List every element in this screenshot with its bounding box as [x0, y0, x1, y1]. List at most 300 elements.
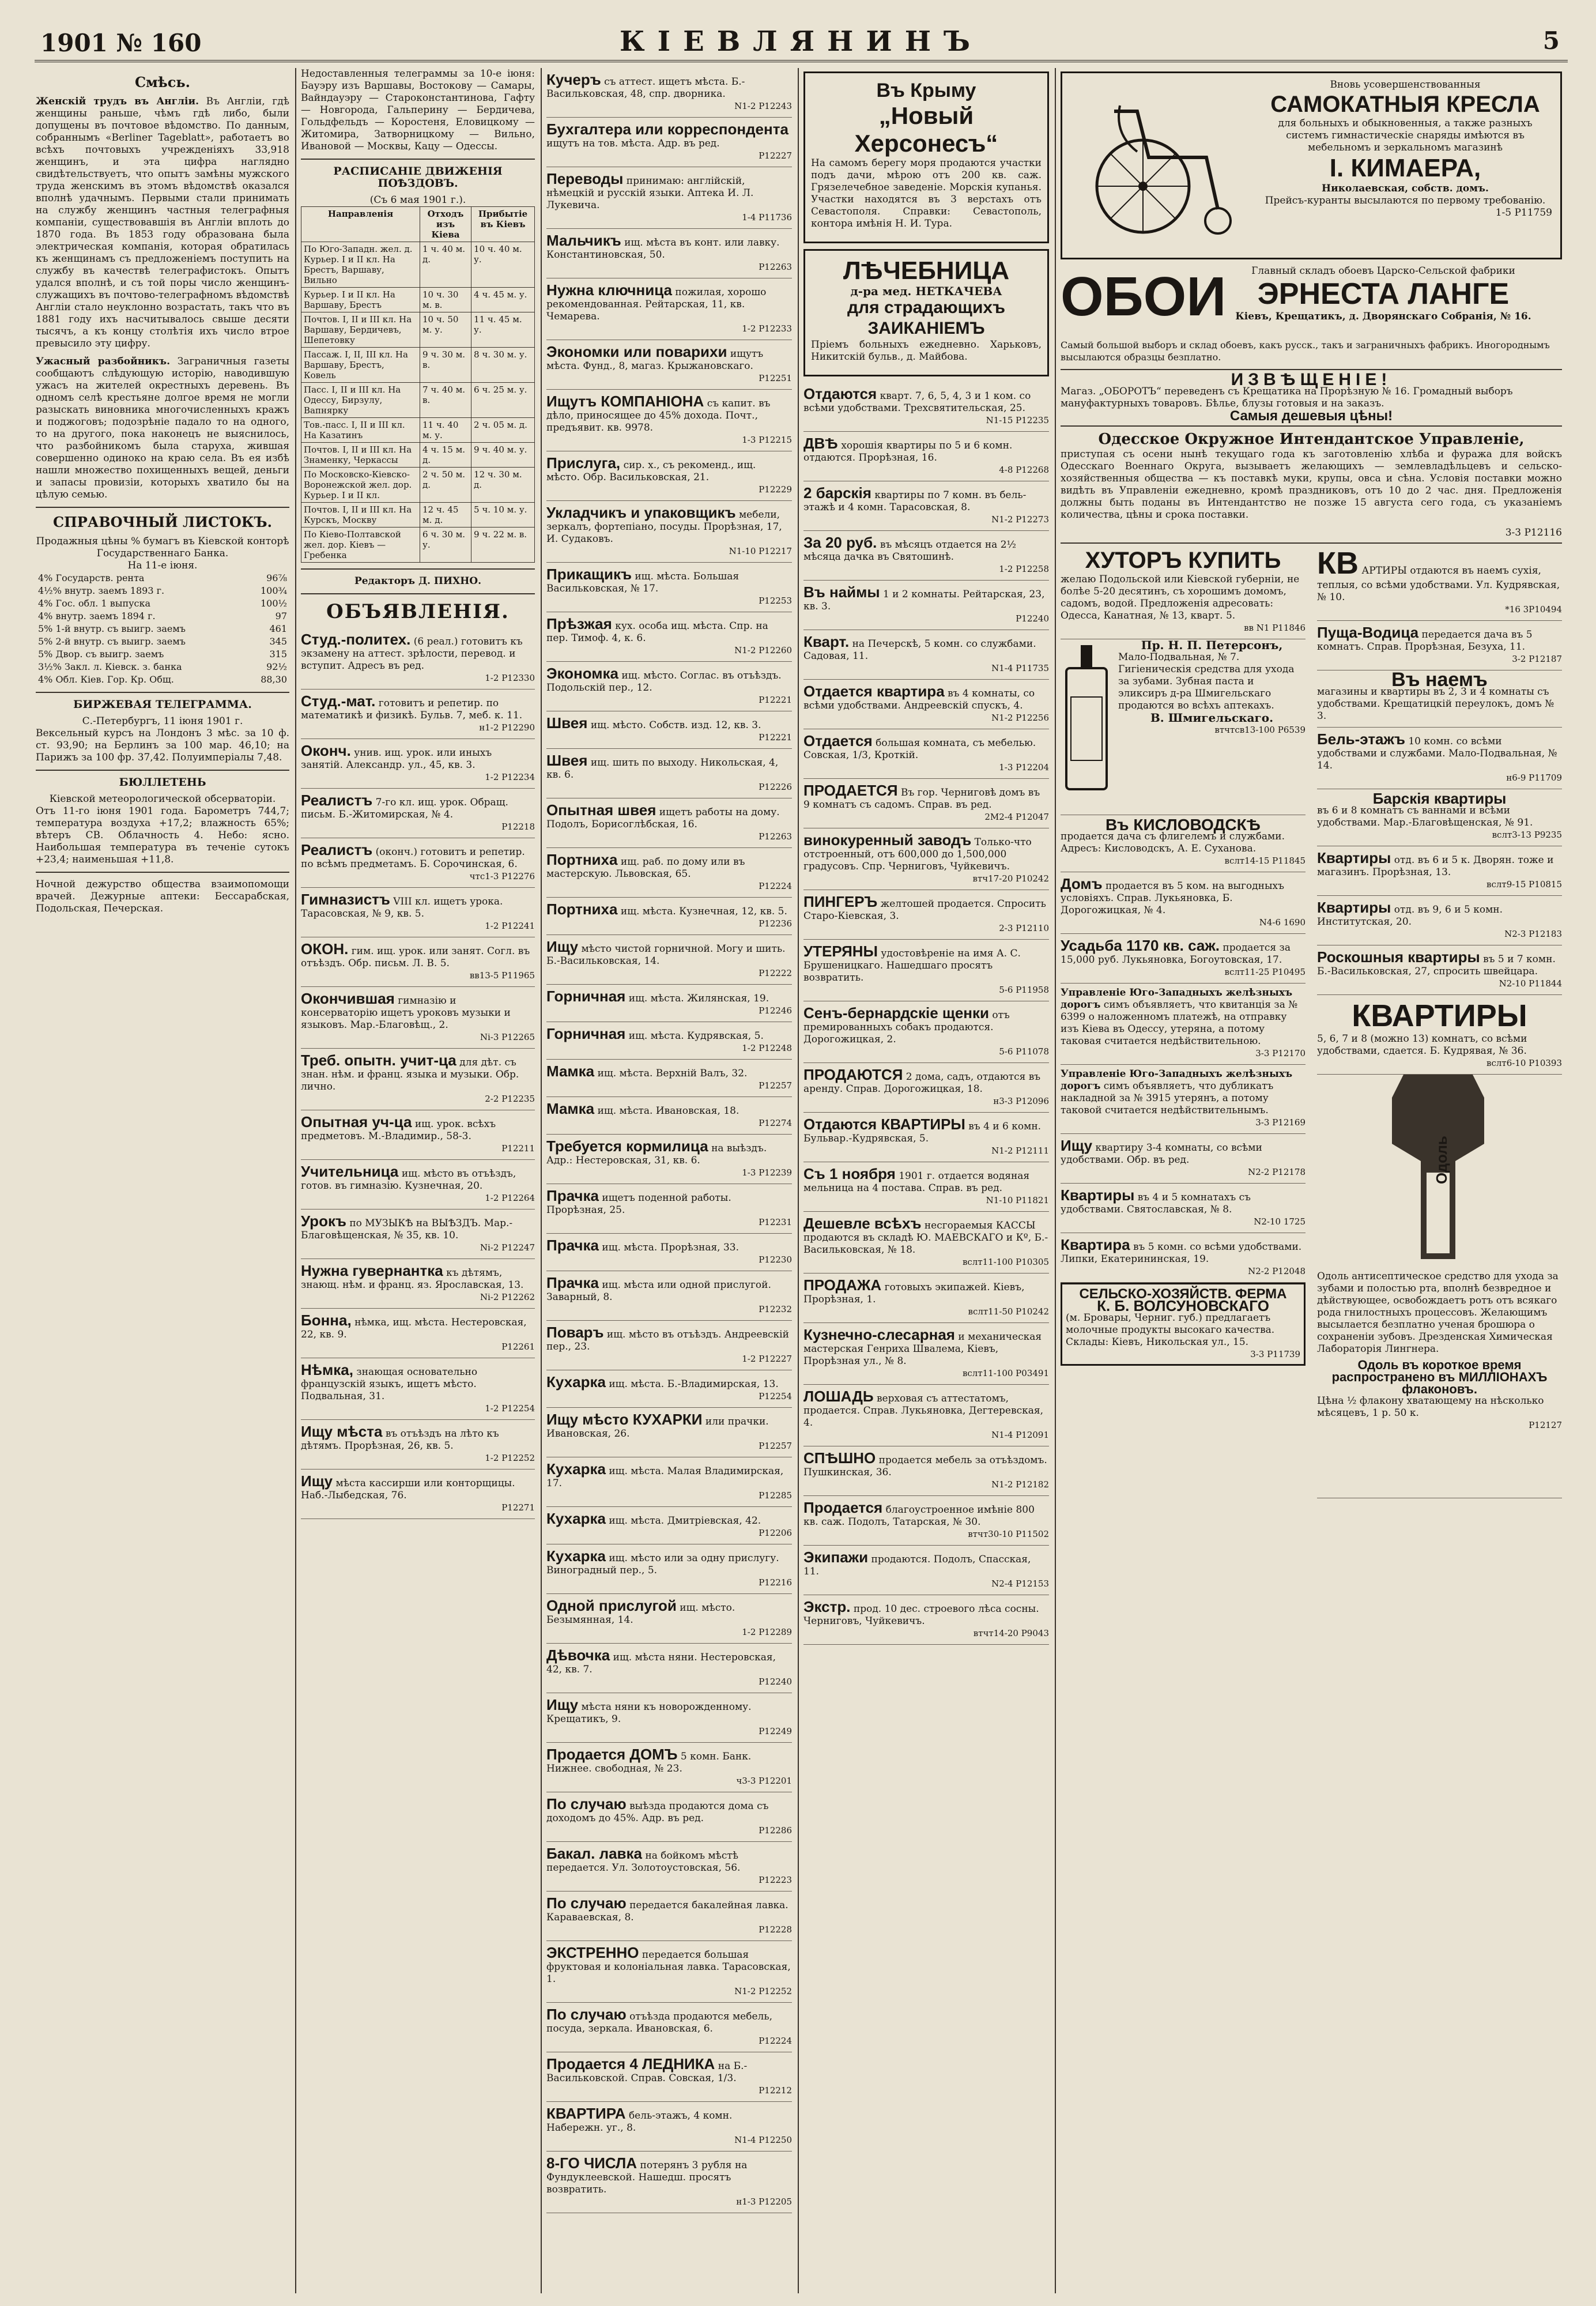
ad-code: Р12246 [759, 1005, 792, 1016]
ads-list [1317, 846, 1562, 995]
telegram-notice: Недоставленныя телеграммы за 10-е іюня: Бауэру изъ Варшавы, Востокову — Самары, Вайндауэру — Староконстантинова, Гафту — Новгорода, Гальперину — Бердичева, Гольдфельдъ — Коростеня, Еловицкому — Житомира, Затворницкому — Вильно, Ивановой — Москвы, Кацу — Одессы. [301, 68, 535, 152]
ad-text: VIII кл. ищетъ урока. Тарасовская, № 9, кв. 5. [301, 896, 503, 920]
classified-ad [301, 1358, 535, 1420]
ad-text: ищ. мѣста. Ивановская, 18. [597, 1105, 739, 1117]
schedule-arr: 8 ч. 30 м. у. [471, 348, 535, 383]
ad-text: въ отъѣздъ на лѣто къ дѣтямъ. Прорѣзная, 26, кв. 5. [301, 1428, 499, 1452]
schedule-header: Прибытіе въ Кіевъ [471, 207, 535, 242]
rate-row [36, 635, 289, 648]
ad-code: Р12253 [759, 596, 792, 606]
ad-keyword: Ищу [546, 938, 579, 955]
ad-code: N1-10 Р11821 [986, 1195, 1049, 1205]
schedule-row [301, 443, 535, 468]
ad-code: N1-2 Р12260 [734, 645, 792, 655]
ad-keyword: Портниха [546, 851, 618, 868]
ad-code: Р12236 [759, 918, 792, 929]
schedule-dep: 10 ч. 50 м. у. [420, 312, 471, 348]
ad-text: верховая съ аттестатомъ, продается. Справ. Лукьяновка, Дегтеревская, 4. [803, 1393, 1043, 1429]
classified-ad [803, 828, 1049, 890]
ad-code: Р12263 [759, 262, 792, 272]
classified-ad [546, 1135, 792, 1184]
section-title: Смѣсь. [134, 74, 191, 91]
classified-ad [546, 1693, 792, 1743]
reference-subtitle: Продажныя цѣны % бумагъ въ Кіевской конторѣ Государственнаго Банка. [36, 536, 289, 559]
ad-code: N1-15 Р12235 [986, 415, 1049, 425]
schedule-title: РАСПИСАНІЕ ДВИЖЕНІЯ ПОѢЗДОВЪ. [333, 165, 503, 190]
ad-code: Nі-2 Р12247 [480, 1242, 535, 1253]
classified-ad [546, 278, 792, 340]
ad-text: на Б.-Васильковской. Справ. Совская, 1/3. [546, 2060, 748, 2084]
ad-text: мѣсто чистой горничной. Могу и шить. Б.-Васильковская, 14. [546, 943, 786, 967]
ad-keyword: Съ 1 ноября [803, 1165, 896, 1182]
ad-keyword: Продается 4 ЛЕДНИКА [546, 2055, 715, 2073]
ad-text: потерянъ 3 рубля на Фундуклеевской. Нашедш. просятъ возвратить. [546, 2160, 748, 2195]
schedule-row [301, 383, 535, 418]
ad-keyword: ПРОДАЖА [803, 1276, 882, 1294]
ad-code: N1-2 Р12111 [991, 1146, 1049, 1156]
ad-code: N1-4 Р12091 [991, 1430, 1049, 1440]
ad-keyword: Реалистъ [301, 841, 373, 858]
ad-keyword: Кухарка [546, 1547, 606, 1565]
ad-keyword: Студ.-мат. [301, 692, 376, 710]
schedule-dep: 9 ч. 30 м. в. [420, 348, 471, 383]
ad-text: въ 5 и 7 комн. Б.-Васильковская, 27, спросить швейцара. [1317, 954, 1556, 977]
classified-ad [546, 1271, 792, 1321]
exchange-date: С.-Петербургъ, 11 іюня 1901 г. [82, 715, 243, 727]
wallpaper-ad: ОБОИ Главный складъ обоевъ Царско-Сельской фабрики ЭРНЕСТА ЛАНГЕ Кіевъ, Крещатикъ, д. Дворянскаго Собранія, № 16. Самый большой выборъ и склад обоевъ, какъ русск., такъ и заграничныхъ фабрикъ. Иногороднымъ высылаются образцы безплатно. [1061, 265, 1562, 370]
ad-keyword: ДВѢ [803, 435, 838, 452]
big-apartments-ad: КВАРТИРЫ 5, 6, 7 и 8 (можно 13) комнатъ, со всѣми удобствами, сдается. Б. Кудрявая, № 36. вслт6-10 Р10393 [1317, 995, 1562, 1075]
house-ad: Домъ продается въ 5 ком. на выгодныхъ условіяхъ. Справ. Лукьяновка, Б. Дорогожицкая, № 4. N4-6 1690 [1061, 872, 1306, 934]
classified-ad [803, 1385, 1049, 1446]
ad-text: въ 4 и 6 комн. Бульвар.-Кудрявская, 5. [803, 1121, 1042, 1144]
classified-ad [546, 898, 792, 935]
schedule-dep: 2 ч. 50 м. д. [420, 468, 471, 503]
ad-keyword: Укладчикъ и упаковщикъ [546, 504, 736, 521]
classified-ad [546, 229, 792, 278]
classified-ad [301, 1309, 535, 1358]
ad-keyword: Кухарка [546, 1373, 606, 1391]
schedule-row [301, 312, 535, 348]
ad-keyword: Бонна, [301, 1312, 352, 1329]
classified-ad [1317, 896, 1562, 945]
article: Женскій трудъ въ Англіи. Въ Англіи, гдѣ женщины раньше, чѣмъ гдѣ либо, были допущены въ почтовое вѣдомство. По данным, собраннымъ «Berliner Tageblatt», работаетъ во всѣхъ почтовыхъ учрежденіяхъ 33,918 женщинъ, и эта цифра наглядно свидѣтельствуетъ, что опытъ замѣны мужского труда женскимъ въ этомъ вѣдомствѣ оказался вполнѣ удачнымъ. Первыми стали принимать на службу женщинъ частныя телеграфныя компаніи, существовавшія въ Англіи вплоть до 1870 года. Въ 1853 году образована была электрическая компанія, которая обратилась къ женщинамъ съ предложеніемъ поступить на службу въ качествѣ телеграфистокъ. Опытъ удался вполнѣ, и съ той поры число женщинъ-служащихъ въ почтово-телеграфномъ вѣдомствѣ Англіи стало неуклонно возрастать, такъ что въ 1881 году ихъ насчитывалось свыше десяти тысячъ, а къ концу столѣтія ихъ число втрое превысило эту цифру. [36, 96, 289, 349]
ad-keyword: Отдаются КВАРТИРЫ [803, 1116, 965, 1133]
ad-text: сир. х., съ рекоменд., ищ. мѣсто. Обр. Васильковская, 21. [546, 459, 756, 483]
classified-ad [546, 167, 792, 229]
classified-ad [1317, 846, 1562, 896]
ad-keyword: Квартиры [1317, 899, 1391, 916]
classified-ad [546, 1408, 792, 1457]
newspaper-title: КІЕВЛЯНИНЪ [619, 25, 983, 58]
ad-text: мѣста няни къ новорожденному. Крещатикъ, 9. [546, 1701, 752, 1725]
ad-keyword: Отдается квартира [803, 683, 945, 700]
ad-code: Р12224 [759, 881, 792, 891]
ads-title: ОБЪЯВЛЕНІЯ. [326, 600, 510, 623]
ad-text: принимаю: англійскій, нѣмецкій и русскій языки. Аптека И. Л. Лукевича. [546, 175, 754, 211]
crimea-ad: Въ Крыму „Новый Херсонесъ“ На самомъ берегу моря продаются участки подъ дачи, мѣрою отъ 200 кв. саж. Грязелечебное заведеніе. Морскія купанья. Участки находятся въ 3 верстахъ отъ Севастополя. Справки: Севастополь, контора имѣнія Н. И. Тура. [803, 71, 1049, 243]
schedule-header: Отходъ изъ Кіева [420, 207, 471, 242]
classified-ad [803, 1273, 1049, 1323]
ad-keyword: ПРОДАЮТСЯ [803, 1066, 903, 1083]
schedule-arr: 4 ч. 45 м. у. [471, 288, 535, 312]
rate-value: 100¾ [260, 585, 287, 596]
ad-text: отъ премированныхъ собакъ продаются. Дорогожицкая, 2. [803, 1009, 1010, 1045]
ad-keyword: ЛОШАДЬ [803, 1388, 874, 1405]
ad-code: Р12257 [759, 1441, 792, 1451]
classified-ad [803, 581, 1049, 630]
ad-text: ищетъ поденной работы. Прорѣзная, 25. [546, 1192, 731, 1216]
dentist-ad: Пр. Н. П. Петерсонъ, Мало-Подвальная, № 7. Гигіеническія средства для ухода за зубами. Зубная паста и эликсиръ д-ра Шмигельскаго продаются во всѣхъ аптекахъ. В. Шмигельскаго. втчтсв13-100 Р6539 [1061, 639, 1306, 815]
ad-keyword: Прислуга, [546, 454, 621, 472]
ad-keyword: Экстр. [803, 1598, 851, 1615]
schedule-arr: 9 ч. 22 м. в. [471, 527, 535, 563]
ad-keyword: Прачка [546, 1274, 599, 1291]
ad-text: знающая основательно французскій языкъ, ищетъ мѣсто. Подвальная, 31. [301, 1366, 478, 1402]
ad-text: ищ. мѣста. Прорѣзная, 33. [602, 1242, 739, 1253]
column-4 [803, 68, 1049, 2293]
barskie-ad: Барскія квартиры въ 6 и 8 комнатъ съ ваннами и всѣми удобствами. Мар.-Благовѣщенская, № 91. вслт3-13 Р9235 [1317, 789, 1562, 846]
ad-code: N2-3 Р12183 [1504, 929, 1562, 939]
column-5 [1061, 68, 1562, 2293]
classified-ad [301, 789, 535, 838]
ad-text: кварт. 7, 6, 5, 4, 3 и 1 ком. со всѣми удобствами. Трехсвятительская, 25. [803, 390, 1031, 414]
ad-keyword: Отдается [803, 732, 873, 749]
ad-code: Р12228 [759, 1924, 792, 1935]
rate-value: 461 [269, 623, 287, 634]
ad-code: 1-2 Р12330 [485, 673, 535, 683]
ad-keyword: Экономка [546, 665, 618, 682]
classified-ad [803, 1162, 1049, 1212]
ad-text: квартиру 3-4 комнаты, со всѣми удобствами. Обр. въ ред. [1061, 1142, 1262, 1166]
rate-value: 92½ [266, 661, 287, 672]
ad-keyword: Роскошныя квартиры [1317, 948, 1480, 966]
ad-text: отъѣзда продаются мебель, посуда, зеркала. Ивановская, 6. [546, 2011, 772, 2034]
ad-keyword: Требуется кормилица [546, 1137, 708, 1155]
ad-keyword: Окончившая [301, 990, 395, 1007]
ad-text: прод. 10 дес. строевого лѣса сосны. Черниговъ, Чуйкевичъ. [803, 1603, 1039, 1627]
ad-keyword: Нужна гувернантка [301, 1262, 443, 1279]
ad-keyword: Ищу мѣста [301, 1423, 383, 1440]
column-2 [301, 68, 535, 2293]
ad-code: вв13-5 Р11965 [469, 970, 535, 981]
rate-value: 96⅞ [266, 572, 287, 583]
ad-code: Р12261 [501, 1342, 535, 1352]
notice-ad: ИЗВѢЩЕНІЕ! Магаз. „ОБОРОТЪ“ переведенъ съ Крещатика на Прорѣзную № 16. Громадный выборъ мануфактурныхъ товаровъ. Бѣлье, блузы готовыя и на заказъ. Самыя дешевыя цѣны! [1061, 370, 1562, 427]
ad-code: N2-10 Р11844 [1499, 978, 1562, 989]
ad-keyword: Переводы [546, 170, 624, 187]
classified-ad [546, 1370, 792, 1408]
classified-ad [546, 798, 792, 848]
notice-text: Ночной дежурство общества взаимопомощи врачей. Дежурные аптеки: Бессарабская, Подольская, Печерская. [36, 879, 289, 914]
classified-ad [301, 689, 535, 739]
rate-name: 5% Двор. съ выигр. заемъ [38, 649, 164, 660]
classified-ad [803, 1546, 1049, 1595]
classified-ad [546, 390, 792, 451]
ad-text: для дѣт. съ знан. нѣм. и франц. языка и музыки. Обр. лично. [301, 1057, 519, 1092]
ad-code: Р12286 [759, 1825, 792, 1836]
ad-code: 1-2 Р12264 [485, 1193, 535, 1203]
ad-keyword: 2 барскія [803, 484, 871, 502]
ad-keyword: Ищу [1061, 1137, 1093, 1154]
railway-notice: Управленіе Юго-Западныхъ желѣзныхъ дорогъ симъ объявляетъ, что квитанція за № 6399 о наложенномъ платежѣ, на отправку изъ Кіева въ Одессу, утеряна, а потому таковая считается недѣйствительною. 3-3 Р12170 [1061, 984, 1306, 1065]
ad-text: готовитъ и репетир. по математикѣ и физикѣ. Бульв. 7, меб. к. 11. [301, 698, 523, 721]
schedule-row [301, 418, 535, 443]
ad-keyword: Портниха [546, 900, 618, 918]
ad-text: ищ. мѣсто или за одну прислугу. Виноградный пер., 5. [546, 1553, 779, 1576]
ad-code: N1-10 Р12217 [729, 546, 792, 556]
ad-keyword: ПРОДАЕТСЯ [803, 782, 898, 799]
rate-row [36, 673, 289, 686]
ad-text: хорошія квартиры по 5 и 6 комн. отдаются. Прорѣзная, 16. [803, 440, 1013, 464]
ad-code: втч17-20 Р10242 [972, 873, 1049, 884]
classified-ad [546, 711, 792, 749]
schedule-date: (Съ 6 мая 1901 г.). [369, 194, 466, 206]
ad-text: отд. въ 6 и 5 к. Дворян. тоже и магазинъ. Прорѣзная, 13. [1317, 854, 1554, 878]
classified-ad [301, 739, 535, 789]
ad-text: ищ. мѣста. Дмитріевская, 42. [609, 1515, 761, 1527]
schedule-route: Тов.-пасс. I, II и III кл. На Казатинъ [301, 418, 420, 443]
ad-keyword: Отдаются [803, 385, 877, 402]
classified-ad [1061, 1184, 1306, 1233]
rent-ad: Въ наемъ магазины и квартиры въ 2, 3 и 4 комнаты съ удобствами. Крещатицкій переулокъ, домъ № 3. [1317, 670, 1562, 728]
ad-code: Р12211 [501, 1143, 535, 1154]
ad-keyword: Въ наймы [803, 583, 880, 601]
ad-code: N1-4 Р11735 [991, 663, 1049, 673]
ad-keyword: Бакал. лавка [546, 1845, 643, 1862]
schedule-header: Направленія [301, 207, 420, 242]
rate-row [36, 648, 289, 661]
ad-code: Р12227 [759, 150, 792, 161]
ad-code: N1-2 Р12256 [991, 713, 1049, 723]
editor-line: Редакторъ Д. ПИХНО. [354, 575, 481, 587]
ad-code: 2-3 Р12110 [999, 923, 1049, 933]
schedule-route: Почтов. I, II и III кл. На Знаменку, Черкассы [301, 443, 420, 468]
schedule-row [301, 348, 535, 383]
ad-keyword: ОКОН. [301, 940, 349, 958]
classified-ad [301, 1160, 535, 1209]
ad-text: по МУЗЫКѢ на ВЫѢЗДЪ. Мар.-Благовѣщенская, № 35, кв. 10. [301, 1218, 513, 1241]
ad-keyword: По случаю [546, 1795, 627, 1813]
ad-text: 7-го кл. ищ. урок. Обращ. письм. Б.-Житомирская, № 4. [301, 797, 508, 820]
classified-ad [301, 1420, 535, 1469]
ad-code: Р12285 [759, 1490, 792, 1501]
classified-ad [301, 838, 535, 888]
classified-ad [1317, 945, 1562, 995]
ad-keyword: Опытная швея [546, 801, 656, 819]
rate-row [36, 572, 289, 585]
ad-text: гим. ищ. урок. или занят. Согл. въ отъѣздъ. Обр. письм. Л. В. 5. [301, 945, 530, 969]
schedule-route: По Московско-Кіевско-Воронежской жел. дор. Курьер. I и II кл. [301, 468, 420, 503]
ad-text: къ дѣтямъ, знающ. нѣм. и франц. яз. Ярославская, 13. [301, 1267, 524, 1291]
classified-ad [546, 662, 792, 711]
ad-code: 1-2 Р12248 [742, 1043, 792, 1053]
ad-code: 1-2 Р12252 [485, 1453, 535, 1463]
ad-code: Р12232 [759, 1304, 792, 1314]
ad-text: въ 4 комнаты, со всѣми удобствами. Андреевскій спускъ, 4. [803, 688, 1035, 711]
classified-ad [546, 68, 792, 118]
ad-code: втчт30-10 Р11502 [968, 1529, 1049, 1539]
ad-code: 4-8 Р12268 [999, 465, 1049, 475]
classified-ad [546, 1022, 792, 1060]
ad-code: Р12224 [759, 2036, 792, 2046]
ad-keyword: Урокъ [301, 1212, 346, 1230]
rate-row [36, 610, 289, 623]
ad-keyword: Квартира [1061, 1236, 1130, 1253]
ad-code: N2-2 Р12178 [1248, 1167, 1306, 1177]
schedule-row [301, 242, 535, 288]
ad-keyword: Прачка [546, 1187, 599, 1204]
rate-name: 4% Государств. рента [38, 572, 145, 583]
rate-value: 97 [275, 611, 287, 621]
ad-text: ищ. мѣсто въ отъѣздъ. Андреевскій пер., 23. [546, 1329, 789, 1352]
ad-text: выѣзда продаются дома съ доходомъ до 45%. Адр. въ ред. [546, 1800, 769, 1824]
ad-text: ищ. мѣста. Кудрявская, 5. [628, 1030, 764, 1042]
exchange-text: Вексельный курсъ на Лондонъ 3 мѣс. за 10 ф. ст. 93,90; на Берлинъ за 100 мар. 46,10; на Парижъ за 100 фр. 37,42. Полуимперіалы 7,48. [36, 728, 289, 763]
classified-ad [546, 2151, 792, 2213]
schedule-arr: 10 ч. 40 м. у. [471, 242, 535, 288]
ad-text: или прачки. Ивановская, 26. [546, 1416, 769, 1440]
ad-code: Р12222 [759, 968, 792, 978]
classified-ad [546, 451, 792, 501]
rate-value: 345 [269, 636, 287, 647]
ads-list [803, 382, 1049, 1645]
ad-code: Р12240 [759, 1676, 792, 1687]
ad-code: 1-3 Р12239 [742, 1167, 792, 1178]
ad-code: N1-4 Р12250 [734, 2135, 792, 2145]
classified-ad [803, 1212, 1049, 1273]
ad-code: 2М2-4 Р12047 [984, 812, 1049, 822]
classified-ad [301, 1469, 535, 1519]
ads-grid [1061, 544, 1562, 1430]
classified-ad [803, 382, 1049, 432]
ad-text: кух. особа ищ. мѣста. Спр. на пер. Тимоф. 4, к. 6. [546, 620, 768, 644]
ad-keyword: Мамка [546, 1062, 595, 1080]
ad-keyword: Кухарка [546, 1460, 606, 1478]
schedule-route: Пассаж. I, II, III кл. На Варшаву, Брестъ, Ковель [301, 348, 420, 383]
ad-keyword: По случаю [546, 2006, 627, 2023]
ad-code: 1-2 Р12227 [742, 1354, 792, 1364]
ad-text: 1901 г. отдается водяная мельница на 4 постава. Справ. въ ред. [803, 1170, 1030, 1194]
rate-row [36, 661, 289, 673]
ad-code: втчт14-20 Р9043 [973, 1628, 1049, 1638]
classified-ad [803, 680, 1049, 729]
ad-text: на бойкомъ мѣстѣ передается. Ул. Золотоустовская, 56. [546, 1850, 741, 1874]
ad-text: ищ. урок. всѣхъ предметовъ. М.-Владимир., 58-3. [301, 1118, 496, 1142]
ad-text: ищ. мѣсто въ отъѣздъ, готов. въ гимназію. Кузнечная, 20. [301, 1168, 516, 1192]
ad-text: Только-что отстроенный, отъ 600,000 до 1,500,000 градусовъ. Спр. Черниговъ, Чуйкевичъ. [803, 837, 1032, 872]
ad-keyword: Горничная [546, 988, 626, 1005]
schedule-row [301, 503, 535, 527]
classified-ad [546, 1321, 792, 1370]
ad-keyword: Нѣмка, [301, 1361, 353, 1378]
ad-text: ищетъ работы на дому. Подолъ, Борисоглѣбская, 16. [546, 807, 780, 830]
ad-code: Nі-2 Р12262 [480, 1292, 535, 1302]
ad-text: ищ. мѣста. Верхній Валъ, 32. [597, 1068, 748, 1079]
classified-ad [803, 940, 1049, 1001]
ads-list [546, 68, 792, 2213]
rate-value: 100½ [260, 598, 287, 609]
ad-text: ищ. мѣсто. Соглас. въ отъѣздъ. Подольскій пер., 12. [546, 670, 782, 694]
classified-ad [1061, 1134, 1306, 1184]
classified-ad [546, 1544, 792, 1594]
classified-ad [301, 628, 535, 689]
schedule-dep: 1 ч. 40 м. д. [420, 242, 471, 288]
ad-text: въ 5 комн. со всѣми удобствами. Липки, Екатерининская, 19. [1061, 1241, 1302, 1265]
ad-keyword: Швея [546, 752, 588, 769]
ad-keyword: Поваръ [546, 1324, 604, 1341]
classified-ad [1061, 1233, 1306, 1283]
ad-text: и механическая мастерская Генриха Швалема, Кіевъ, Прорѣзная ул., № 8. [803, 1331, 1042, 1367]
ad-text: нѣмка, ищ. мѣста. Нестеровская, 22, кв. 9. [301, 1317, 527, 1340]
classified-ad [546, 1842, 792, 1891]
schedule-arr: 11 ч. 45 м. у. [471, 312, 535, 348]
ad-code: 1-2 Р12254 [485, 1403, 535, 1414]
ad-text: съ аттест. ищетъ мѣста. Б.-Васильковская, 48, спр. дворника. [546, 76, 745, 100]
schedule-row [301, 288, 535, 312]
ad-keyword: Ищу мѣсто КУХАРКИ [546, 1411, 703, 1428]
ad-code: ч3-3 Р12201 [736, 1776, 792, 1786]
ad-keyword: СПѢШНО [803, 1449, 876, 1467]
classified-ad [803, 531, 1049, 581]
estate-ad: Усадьба 1170 кв. саж. продается за 15,000 руб. Лукьяновка, Богоутовская, 17. вслт11-25 Р10495 [1061, 934, 1306, 984]
ad-code: вслт11-100 Р10305 [962, 1257, 1049, 1267]
ad-text: ищутъ на тов. мѣста. Адр. въ ред. [546, 138, 720, 149]
classified-ad [803, 890, 1049, 940]
column-3 [546, 68, 792, 2293]
dairy-farm-ad: СЕЛЬСКО-ХОЗЯЙСТВ. ФЕРМА К. Б. ВОЛСУНОВСКАГО (м. Бровары, Черниг. губ.) предлагаетъ молочные продукты высокаго качества. Склады: Кіевъ, Никольская ул., 15. 3-3 Р11739 [1061, 1283, 1306, 1366]
schedule-arr: 2 ч. 05 м. д. [471, 418, 535, 443]
classified-ad [546, 1097, 792, 1135]
ad-code: Р12240 [1016, 613, 1049, 624]
rate-row [36, 585, 289, 597]
rate-value: 88,30 [261, 674, 287, 685]
schedule-dep: 4 ч. 15 м. д. [420, 443, 471, 468]
rate-name: 4% внутр. заемъ 1894 г. [38, 611, 156, 621]
ad-code: Р12226 [759, 782, 792, 792]
ad-text: ищ. шить по выходу. Никольская, 4, кв. 6. [546, 757, 779, 781]
ad-keyword: винокуренный заводъ [803, 831, 972, 849]
bulletin-subtitle: Кіевской метеорологической обсерваторіи. [49, 793, 276, 805]
ad-keyword: ЭКСТРЕННО [546, 1944, 639, 1961]
ad-text: ищ. мѣста. Большая Васильковская, № 17. [546, 571, 739, 594]
ad-text: несгораемыя КАССЫ продаются въ складѣ Ю. МАЕВСКАГО и Кº, Б.-Васильковская, № 18. [803, 1220, 1048, 1256]
ad-keyword: Гимназистъ [301, 891, 390, 908]
ad-code: Nі-3 Р12265 [480, 1032, 535, 1042]
ad-code: 1-2 Р12289 [742, 1627, 792, 1637]
classified-ad [546, 2102, 792, 2151]
masthead [35, 20, 1568, 62]
rate-name: 5% 1-й внутр. съ выигр. заемъ [38, 623, 186, 634]
ad-keyword: КВАРТИРА [546, 2105, 626, 2122]
schedule-route: По Кіево-Полтавской жел. дор. Кіевъ — Гребенка [301, 527, 420, 563]
schedule-dep: 6 ч. 30 м. у. [420, 527, 471, 563]
classified-ad [803, 630, 1049, 680]
schedule-dep: 12 ч. 45 м. д. [420, 503, 471, 527]
ad-keyword: Экипажи [803, 1548, 869, 1566]
ad-code: N1-2 Р12252 [734, 1986, 792, 1996]
ad-code: N2-10 1725 [1254, 1216, 1306, 1227]
ad-code: N1-2 Р12243 [734, 101, 792, 111]
issue-number: 1901 № 160 [40, 29, 202, 57]
ad-keyword: Ищу [546, 1696, 579, 1713]
ad-text: большая комната, съ мебелью. Совская, 1/3, Кроткій. [803, 737, 1036, 761]
ad-text: ищ. мѣста. Б.-Владимирская, 13. [609, 1378, 779, 1390]
ad-code: вслт11-50 Р10242 [968, 1306, 1049, 1317]
page-number: 5 [1542, 27, 1560, 55]
kislovodsk-ad: Въ КИСЛОВОДСКѢ продается дача съ флигелемъ и службами. Адресъ: Кисловодскъ, А. Е. Суханова. вслт14-15 Р11845 [1061, 815, 1306, 872]
ad-code: Р12271 [501, 1502, 535, 1513]
